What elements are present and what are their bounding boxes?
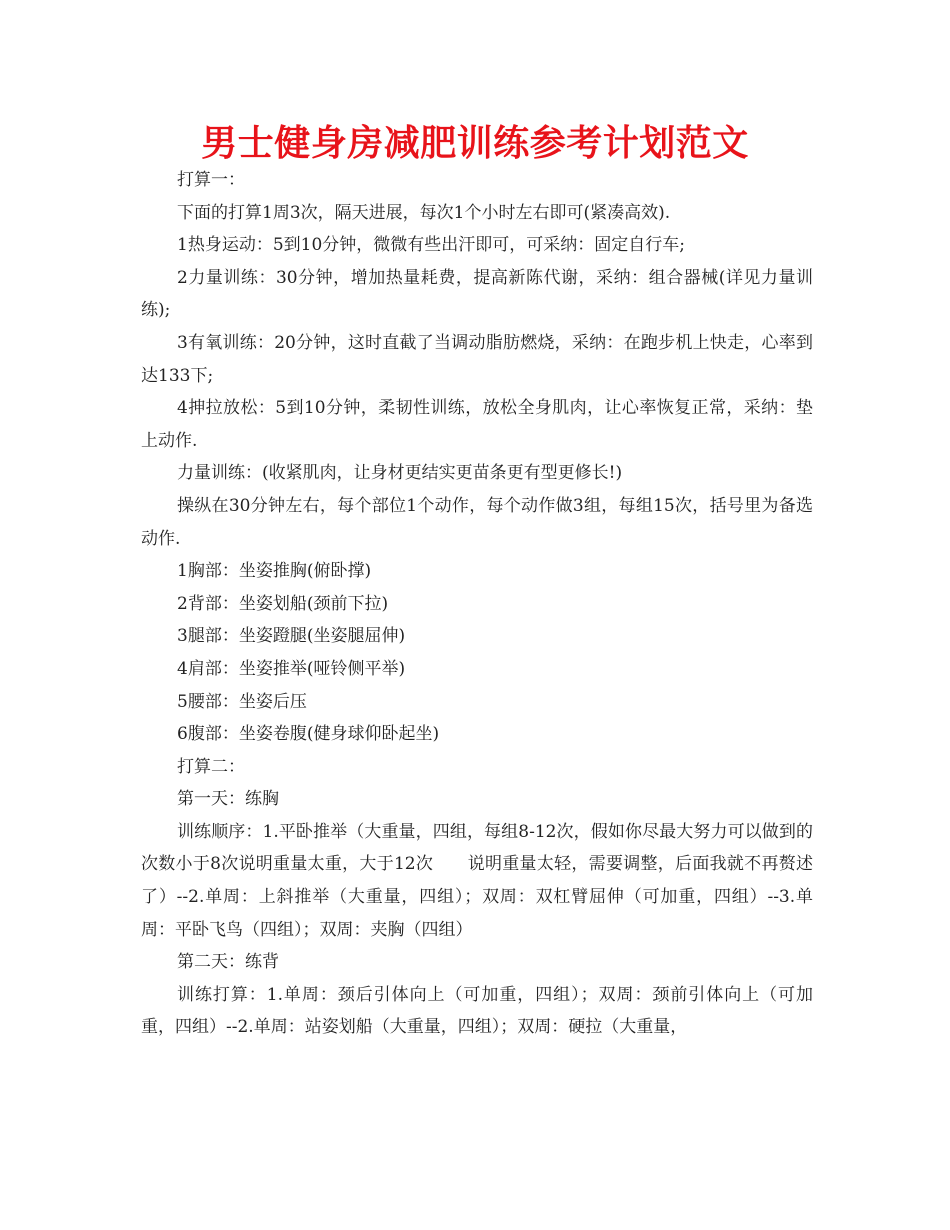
paragraph: 3腿部：坐姿蹬腿(坐姿腿屈伸) [177,626,406,647]
paragraph: 2背部：坐姿划船(颈前下拉) [177,593,389,614]
paragraph: 力量训练：(收紧肌肉，让身材更结实更苗条更有型更修长!) [177,463,623,484]
paragraph: 3有氧训练：20分钟，这时直截了当调动脂肪燃烧，采纳：在跑步机上快走，心率到达133下; [141,332,813,386]
paragraph: 第一天：练胸 [177,789,279,810]
paragraph: 下面的打算1周3次，隔天进展，每次1个小时左右即可(紧凑高效). [177,202,671,223]
paragraph: 操纵在30分钟左右，每个部位1个动作，每个动作做3组，每组15次，括号里为备选动作. [141,495,813,549]
paragraph: 打算一： [177,170,245,190]
paragraph: 5腰部：坐姿后压 [177,691,307,712]
paragraph: 4抻拉放松：5到10分钟，柔韧性训练，放松全身肌肉，让心率恢复正常，采纳：垫上动作. [141,398,813,451]
document-body [141,164,813,1044]
paragraph: 1胸部：坐姿推胸(俯卧撑) [177,561,372,582]
paragraph: 6腹部：坐姿卷腹(健身球仰卧起坐) [177,724,440,745]
paragraph: 训练打算：1.单周：颈后引体向上（可加重，四组）；双周：颈前引体向上（可加重，四组）--2.单周：站姿划船（大重量，四组）；双周：硬拉（大重量， [141,984,813,1038]
paragraph: 2力量训练：30分钟，增加热量耗费，提高新陈代谢，采纳：组合器械(详见力量训练); [141,267,813,321]
page-title: 男士健身房减肥训练参考计划范文 [201,123,749,164]
paragraph: 训练顺序：1.平卧推举（大重量，四组，每组8-12次，假如你尽最大努力可以做到的次数小于8次说明重量太重，大于12次 说明重量太轻，需要调整，后面我就不再赘述了）--2.单周：上斜推举（大重量，四组）；双周：双杠臂屈伸（可加重，四组）--3.单周：平卧飞鸟（四组）；双周：夹胸（四组） [141,821,813,940]
paragraph: 4肩部：坐姿推举(哑铃侧平举) [177,658,406,679]
paragraph: 打算二： [177,756,245,777]
paragraph: 1热身运动：5到10分钟，微微有些出汗即可，可采纳：固定自行车; [177,235,685,256]
paragraph: 第二天：练背 [177,952,279,973]
